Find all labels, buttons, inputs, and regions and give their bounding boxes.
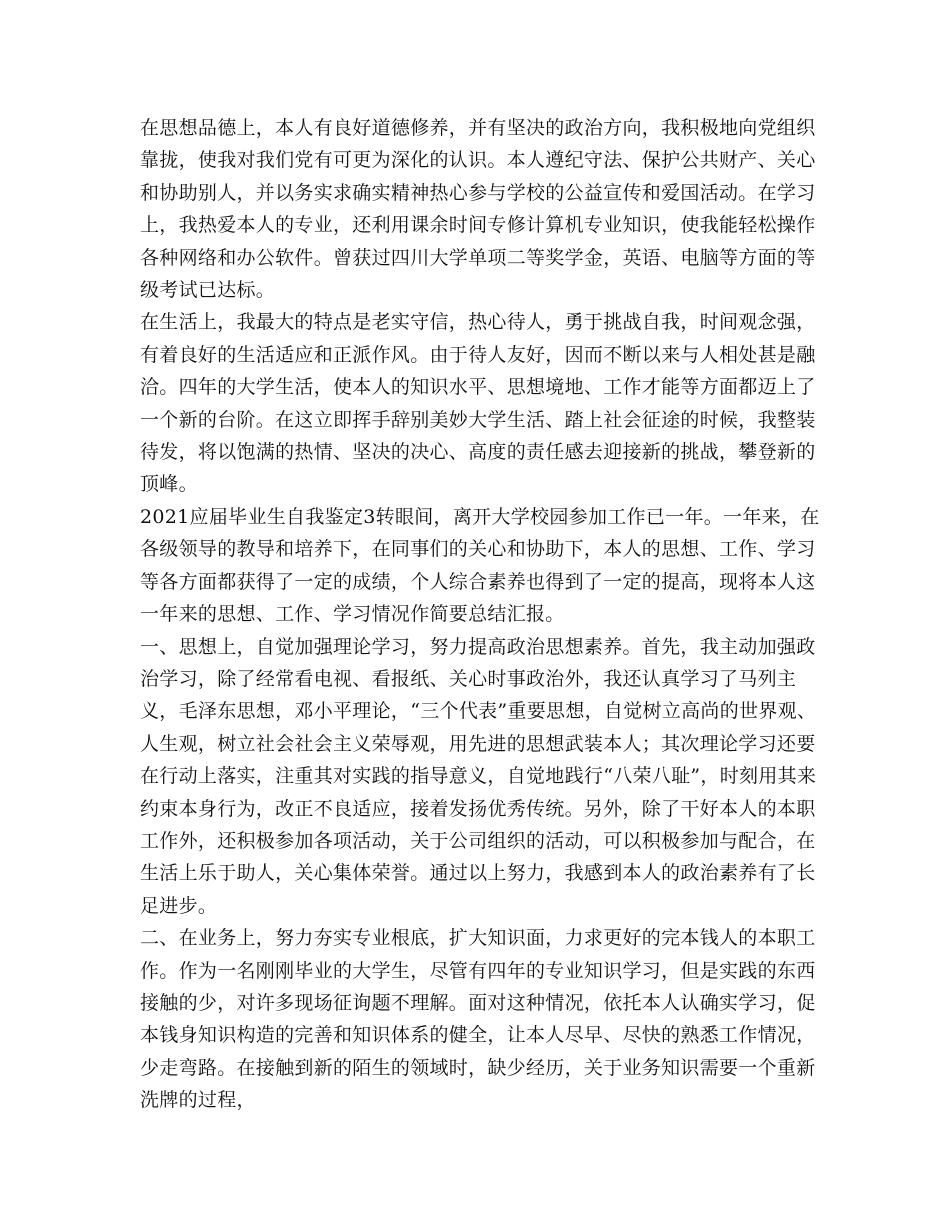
paragraph-ideology: 一、思想上，自觉加强理论学习，努力提高政治思想素养。首先，我主动加强政治学习，除了经常看电视、看报纸、关心时事政治外，我还认真学习了马列主义，毛泽东思想，邓小平理论，“三个代表”重要思想，自觉树立高尚的世界观、人生观，树立社会社会主义荣辱观，用先进的思想武装本人；其次理论学习还要在行动上落实，注重其对实践的指导意义，自觉地践行“八荣八耻”，时刻用其来约束本身行为，改正不良适应，接着发扬优秀传统。另外，除了干好本人的本职工作外，还积极参加各项活动，关于公司组织的活动，可以积极参加与配合，在生活上乐于助人，关心集体荣誉。通过以上努力，我感到本人的政治素养有了长足进步。 bbox=[140, 635, 817, 917]
paragraph-moral-character: 在思想品德上，本人有良好道德修养，并有坚决的政治方向，我积极地向党组织靠拢，使我对我们党有可更为深化的认识。本人遵纪守法、保护公共财产、关心和协助别人，并以务实求确实精神热心参与学校的公益宣传和爱国活动。在学习上，我热爱本人的专业，还利用课余时间专修计算机专业知识，使我能轻松操作各种网络和办公软件。曾获过四川大学单项二等奖学金，英语、电脑等方面的等级考试已达标。 bbox=[140, 117, 816, 302]
paragraph-self-appraisal-intro: 2021应届毕业生自我鉴定3转眼间，离开大学校园参加工作已一年。一年来，在各级领导的教导和培养下，在同事们的关心和协助下，本人的思想、工作、学习等各方面都获得了一定的成绩，个人综合素养也得到了一定的提高，现将本人这一年来的思想、工作、学习情况作简要总结汇报。 bbox=[140, 505, 820, 626]
document-body bbox=[140, 112, 820, 1117]
paragraph-business: 二、在业务上，努力夯实专业根底，扩大知识面，力求更好的完本钱人的本职工作。作为一名刚刚毕业的大学生，尽管有四年的专业知识学习，但是实践的东西接触的少，对许多现场征询题不理解。面对这种情况，依托本人认确实学习，促本钱身知识构造的完善和知识体系的健全，让本人尽早、尽快的熟悉工作情况，少走弯路。在接触到新的陌生的领域时，缺少经历，关于业务知识需要一个重新洗牌的过程， bbox=[140, 927, 816, 1112]
paragraph-life: 在生活上，我最大的特点是老实守信，热心待人，勇于挑战自我，时间观念强，有着良好的生活适应和正派作风。由于待人友好，因而不断以来与人相处甚是融洽。四年的大学生活，使本人的知识水平、思想境地、工作才能等方面都迈上了一个新的台阶。在这立即挥手辞别美妙大学生活、踏上社会征途的时候，我整装待发，将以饱满的热情、坚决的决心、高度的责任感去迎接新的挑战，攀登新的顶峰。 bbox=[140, 311, 816, 496]
